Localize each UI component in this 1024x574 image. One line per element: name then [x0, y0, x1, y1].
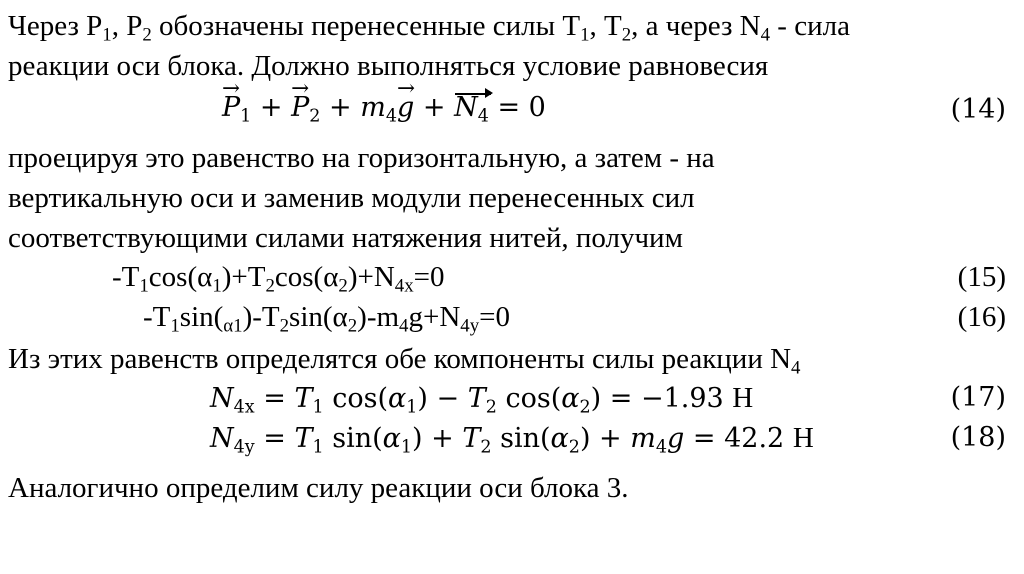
- text: sin(α: [289, 301, 348, 333]
- equation-18: [210, 422, 814, 458]
- function: sin(: [491, 423, 551, 454]
- vector-n4: [454, 92, 489, 127]
- subscript: 4: [399, 315, 409, 337]
- symbol: N: [210, 423, 234, 454]
- subscript: 2: [568, 437, 580, 458]
- symbol: P: [222, 92, 241, 123]
- text: - сила: [770, 10, 850, 42]
- body-line-1: проецируя это равенство на горизонтальную, а затем - на: [8, 142, 715, 174]
- equation-number-18: (18): [950, 422, 1006, 453]
- subscript: 4: [385, 106, 398, 127]
- symbol: T: [294, 423, 313, 454]
- body-line-3: соответствующими силами натяжения нитей, получим: [8, 222, 683, 254]
- equation-number-16: (16): [957, 301, 1006, 333]
- symbol: P: [291, 92, 310, 123]
- function: sin(: [323, 423, 383, 454]
- subscript: 1: [170, 315, 180, 337]
- subscript: 2: [309, 106, 321, 127]
- symbol: m: [360, 92, 386, 123]
- symbol: α: [388, 383, 407, 414]
- subscript: 4: [791, 357, 801, 379]
- equation-14: [222, 92, 546, 127]
- text: =0: [479, 301, 510, 333]
- symbol: N: [210, 383, 234, 414]
- subscript: 4: [477, 106, 489, 127]
- subscript: 4y: [233, 437, 255, 458]
- subscript: 2: [338, 275, 348, 297]
- operator: ) +: [412, 423, 463, 454]
- operator: ) +: [579, 423, 631, 454]
- closing-line: Аналогично определим силу реакции оси блока 3.: [8, 472, 629, 504]
- operator: =: [254, 423, 295, 454]
- text: -Т: [143, 301, 171, 333]
- text: Через Р: [8, 10, 103, 42]
- subscript: 1: [102, 24, 112, 46]
- operator: = 42.2: [684, 423, 793, 454]
- symbol: T: [467, 383, 486, 414]
- text: cos(α: [148, 261, 213, 293]
- symbol: α: [561, 383, 580, 414]
- text: g+N: [408, 301, 461, 333]
- subscript: 2: [279, 315, 290, 337]
- function: cos(: [496, 383, 562, 414]
- subscript: 4x: [394, 275, 414, 297]
- subscript: 2: [579, 397, 591, 418]
- text: )-m: [357, 301, 400, 333]
- subscript: 1: [212, 275, 222, 297]
- equation-number-15: (15): [957, 261, 1006, 293]
- operator: = 0: [488, 92, 546, 123]
- symbol: T: [294, 383, 313, 414]
- text: Из этих равенств определятся обе компоненты силы реакции N: [8, 343, 792, 375]
- subscript: 4y: [460, 315, 480, 337]
- subscript: 1: [312, 397, 324, 418]
- subscript: 2: [347, 315, 358, 337]
- subscript: 1: [139, 275, 149, 297]
- function: cos(: [323, 383, 388, 414]
- equation-17: [210, 382, 754, 418]
- vector-p1: [222, 92, 240, 123]
- subscript: 1: [580, 24, 590, 46]
- text: )+Т: [221, 261, 266, 293]
- symbol: m: [630, 423, 656, 454]
- equation-15: [112, 261, 445, 297]
- text: обозначены перенесенные силы Т: [151, 10, 581, 42]
- subscript: 1: [400, 437, 413, 458]
- subscript: 4: [760, 24, 771, 46]
- subscript: α1: [223, 315, 243, 337]
- text: , а через N: [631, 10, 761, 42]
- operator: +: [414, 92, 455, 123]
- equation-number-17: (17): [950, 382, 1006, 413]
- text: -Т: [112, 261, 140, 293]
- symbol: g: [397, 92, 415, 123]
- symbol: T: [462, 423, 481, 454]
- subscript: 4: [655, 437, 668, 458]
- text: )-Т: [242, 301, 280, 333]
- equation-16: [143, 301, 510, 337]
- subscript: 4x: [233, 397, 255, 418]
- intro-line-1: [8, 8, 850, 44]
- operator: +: [320, 92, 361, 123]
- symbol: α: [550, 423, 569, 454]
- text: =0: [413, 261, 445, 293]
- text: , Т: [589, 10, 622, 42]
- text: , Р: [111, 10, 143, 42]
- operator: ) −: [417, 383, 468, 414]
- symbol: α: [382, 423, 401, 454]
- subscript: 2: [621, 24, 632, 46]
- body-line-2: вертикальную оси и заменив модули перенесенных сил: [8, 182, 695, 214]
- subscript: 1: [312, 437, 324, 458]
- subscript: 2: [485, 397, 497, 418]
- operator: =: [254, 383, 295, 414]
- subscript: 1: [240, 106, 252, 127]
- subscript: 2: [142, 24, 152, 46]
- vector-p2: [291, 92, 309, 123]
- text: )+N: [347, 261, 395, 293]
- subscript: 2: [265, 275, 275, 297]
- text: sin(: [179, 301, 224, 333]
- operator: +: [251, 92, 292, 123]
- text: cos(α: [274, 261, 339, 293]
- operator: ) = −1.93: [590, 383, 733, 414]
- components-line: [8, 341, 800, 377]
- subscript: 2: [480, 437, 492, 458]
- vector-g: [397, 92, 414, 123]
- subscript: 1: [406, 397, 418, 418]
- equation-number-14: (14): [950, 94, 1006, 125]
- symbol: g: [667, 423, 685, 454]
- intro-line-2: реакции оси блока. Должно выполняться условие равновесия: [8, 50, 769, 82]
- unit: Н: [732, 382, 754, 414]
- symbol: N: [454, 92, 478, 123]
- unit: Н: [792, 422, 814, 454]
